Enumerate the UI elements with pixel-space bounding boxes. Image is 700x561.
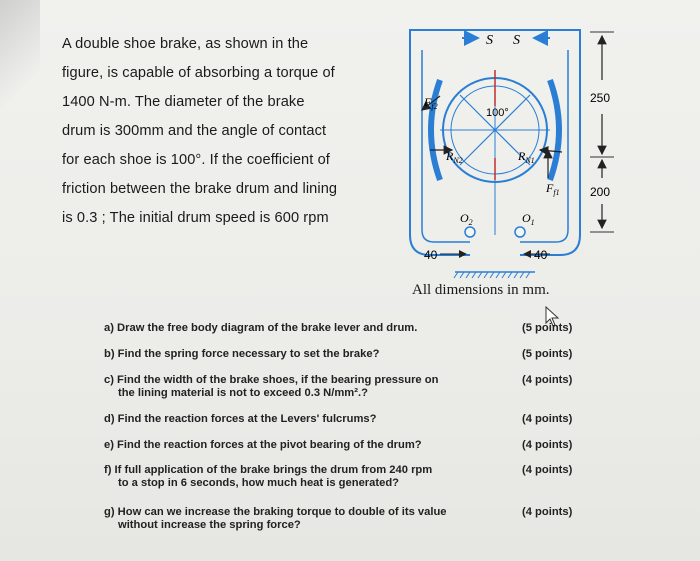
question-text-cont: without increase the spring force?: [118, 519, 301, 531]
angle-label: 100°: [486, 107, 509, 119]
dim-40-left: 40: [424, 248, 438, 262]
spring-label-left: S: [486, 33, 493, 48]
dim-40-right: 40: [534, 248, 548, 262]
question-text: a) Draw the free body diagram of the brake lever and drum.: [104, 322, 418, 334]
question-text: d) Find the reaction forces at the Levers' fulcrums?: [104, 413, 377, 425]
statement-line: friction between the brake drum and lining: [62, 181, 338, 197]
statement-line: A double shoe brake, as shown in the: [62, 36, 309, 52]
question-text: f) If full application of the brake brings the drum from 240 rpm: [104, 464, 433, 476]
statement-line: for each shoe is 100°. If the coefficient of: [62, 152, 330, 168]
question-text: c) Find the width of the brake shoes, if the bearing pressure on: [104, 374, 439, 386]
statement-line: figure, is capable of absorbing a torque of: [62, 65, 335, 81]
rn1-label: $R_{N1}$: [518, 149, 535, 165]
fulcrum-o1: [515, 227, 525, 237]
statement-line: is 0.3 ; The initial drum speed is 600 rpm: [62, 210, 329, 226]
fulcrum-o2: [465, 227, 475, 237]
problem-statement: [62, 30, 402, 233]
question-points: (5 points): [522, 348, 573, 360]
question-text: b) Find the spring force necessary to set the brake?: [104, 348, 380, 360]
question-points: (5 points): [522, 322, 573, 334]
question-text-cont: the lining material is not to exceed 0.3 N/mm².?: [118, 387, 368, 399]
right-shoe: [550, 80, 559, 180]
f2-label: $F_{f2}$: [424, 95, 438, 111]
spring-label-right: S: [513, 33, 520, 48]
page-edge-shadow: [0, 0, 40, 120]
question-points: (4 points): [522, 374, 573, 386]
dimensions-note: All dimensions in mm.: [412, 282, 550, 298]
o1-label: $O_1$: [522, 211, 535, 227]
statement-line: drum is 300mm and the angle of contact: [62, 123, 327, 139]
question-points: (4 points): [522, 413, 573, 425]
f1-label: $F_{f1}$: [546, 181, 560, 197]
question-text: e) Find the reaction forces at the pivot bearing of the drum?: [104, 439, 422, 451]
left-shoe: [431, 80, 440, 180]
question-points: (4 points): [522, 439, 573, 451]
rn2-label: $R_{N2}$: [446, 149, 463, 165]
ground-hatch: [454, 272, 530, 278]
question-points: (4 points): [522, 506, 573, 518]
question-text-cont: to a stop in 6 seconds, how much heat is generated?: [118, 477, 399, 489]
question-text: g) How can we increase the braking torque to double of its value: [104, 506, 447, 518]
question-points: (4 points): [522, 464, 573, 476]
statement-line: 1400 N-m. The diameter of the brake: [62, 94, 305, 110]
dim-250: 250: [590, 91, 611, 105]
o2-label: $O_2$: [460, 211, 473, 227]
spring-rod-frame: [410, 30, 580, 40]
dim-200: 200: [590, 185, 611, 199]
brake-figure: [400, 10, 640, 282]
